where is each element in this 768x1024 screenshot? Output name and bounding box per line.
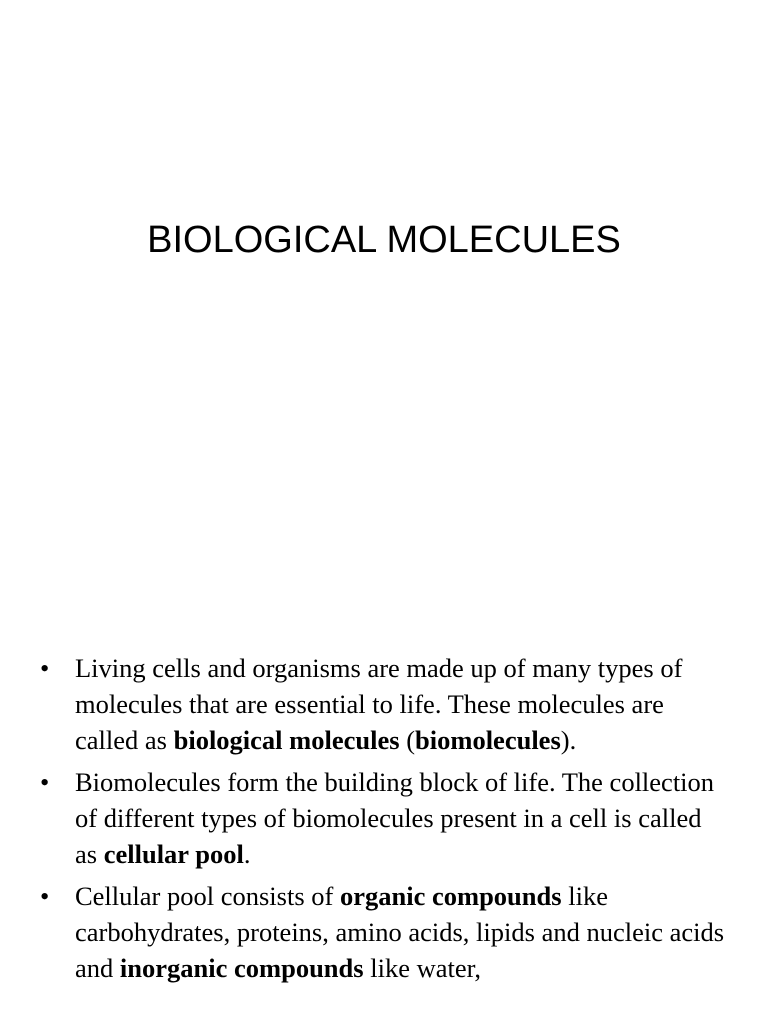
bold-term: inorganic compounds — [119, 953, 364, 983]
bullet-text: Cellular pool consists of organic compounds like carbohydrates, proteins, amino acids, lipids and nucleic acids and inorganic compounds like water, — [75, 881, 725, 983]
bullet-list — [40, 650, 730, 992]
bullet-text: Biomolecules form the building block of life. The collection of different types of biomolecules present in a cell is called as cellular pool. — [75, 767, 715, 869]
bullet-item — [40, 764, 730, 872]
bold-term: biological molecules — [173, 725, 400, 755]
bullet-icon: • — [40, 653, 50, 683]
bold-term: organic compounds — [339, 881, 562, 911]
slide-title: BIOLOGICAL MOLECULES — [147, 219, 621, 261]
bullet-item — [40, 878, 730, 986]
bullet-item — [40, 650, 730, 758]
bullet-icon: • — [40, 881, 50, 911]
bullet-icon: • — [40, 767, 50, 797]
bold-term: biomolecules — [415, 725, 561, 755]
bullet-text: Living cells and organisms are made up of many types of molecules that are essential to life. These molecules are called as biological molecules (biomolecules). — [75, 653, 683, 755]
bold-term: cellular pool — [103, 839, 244, 869]
